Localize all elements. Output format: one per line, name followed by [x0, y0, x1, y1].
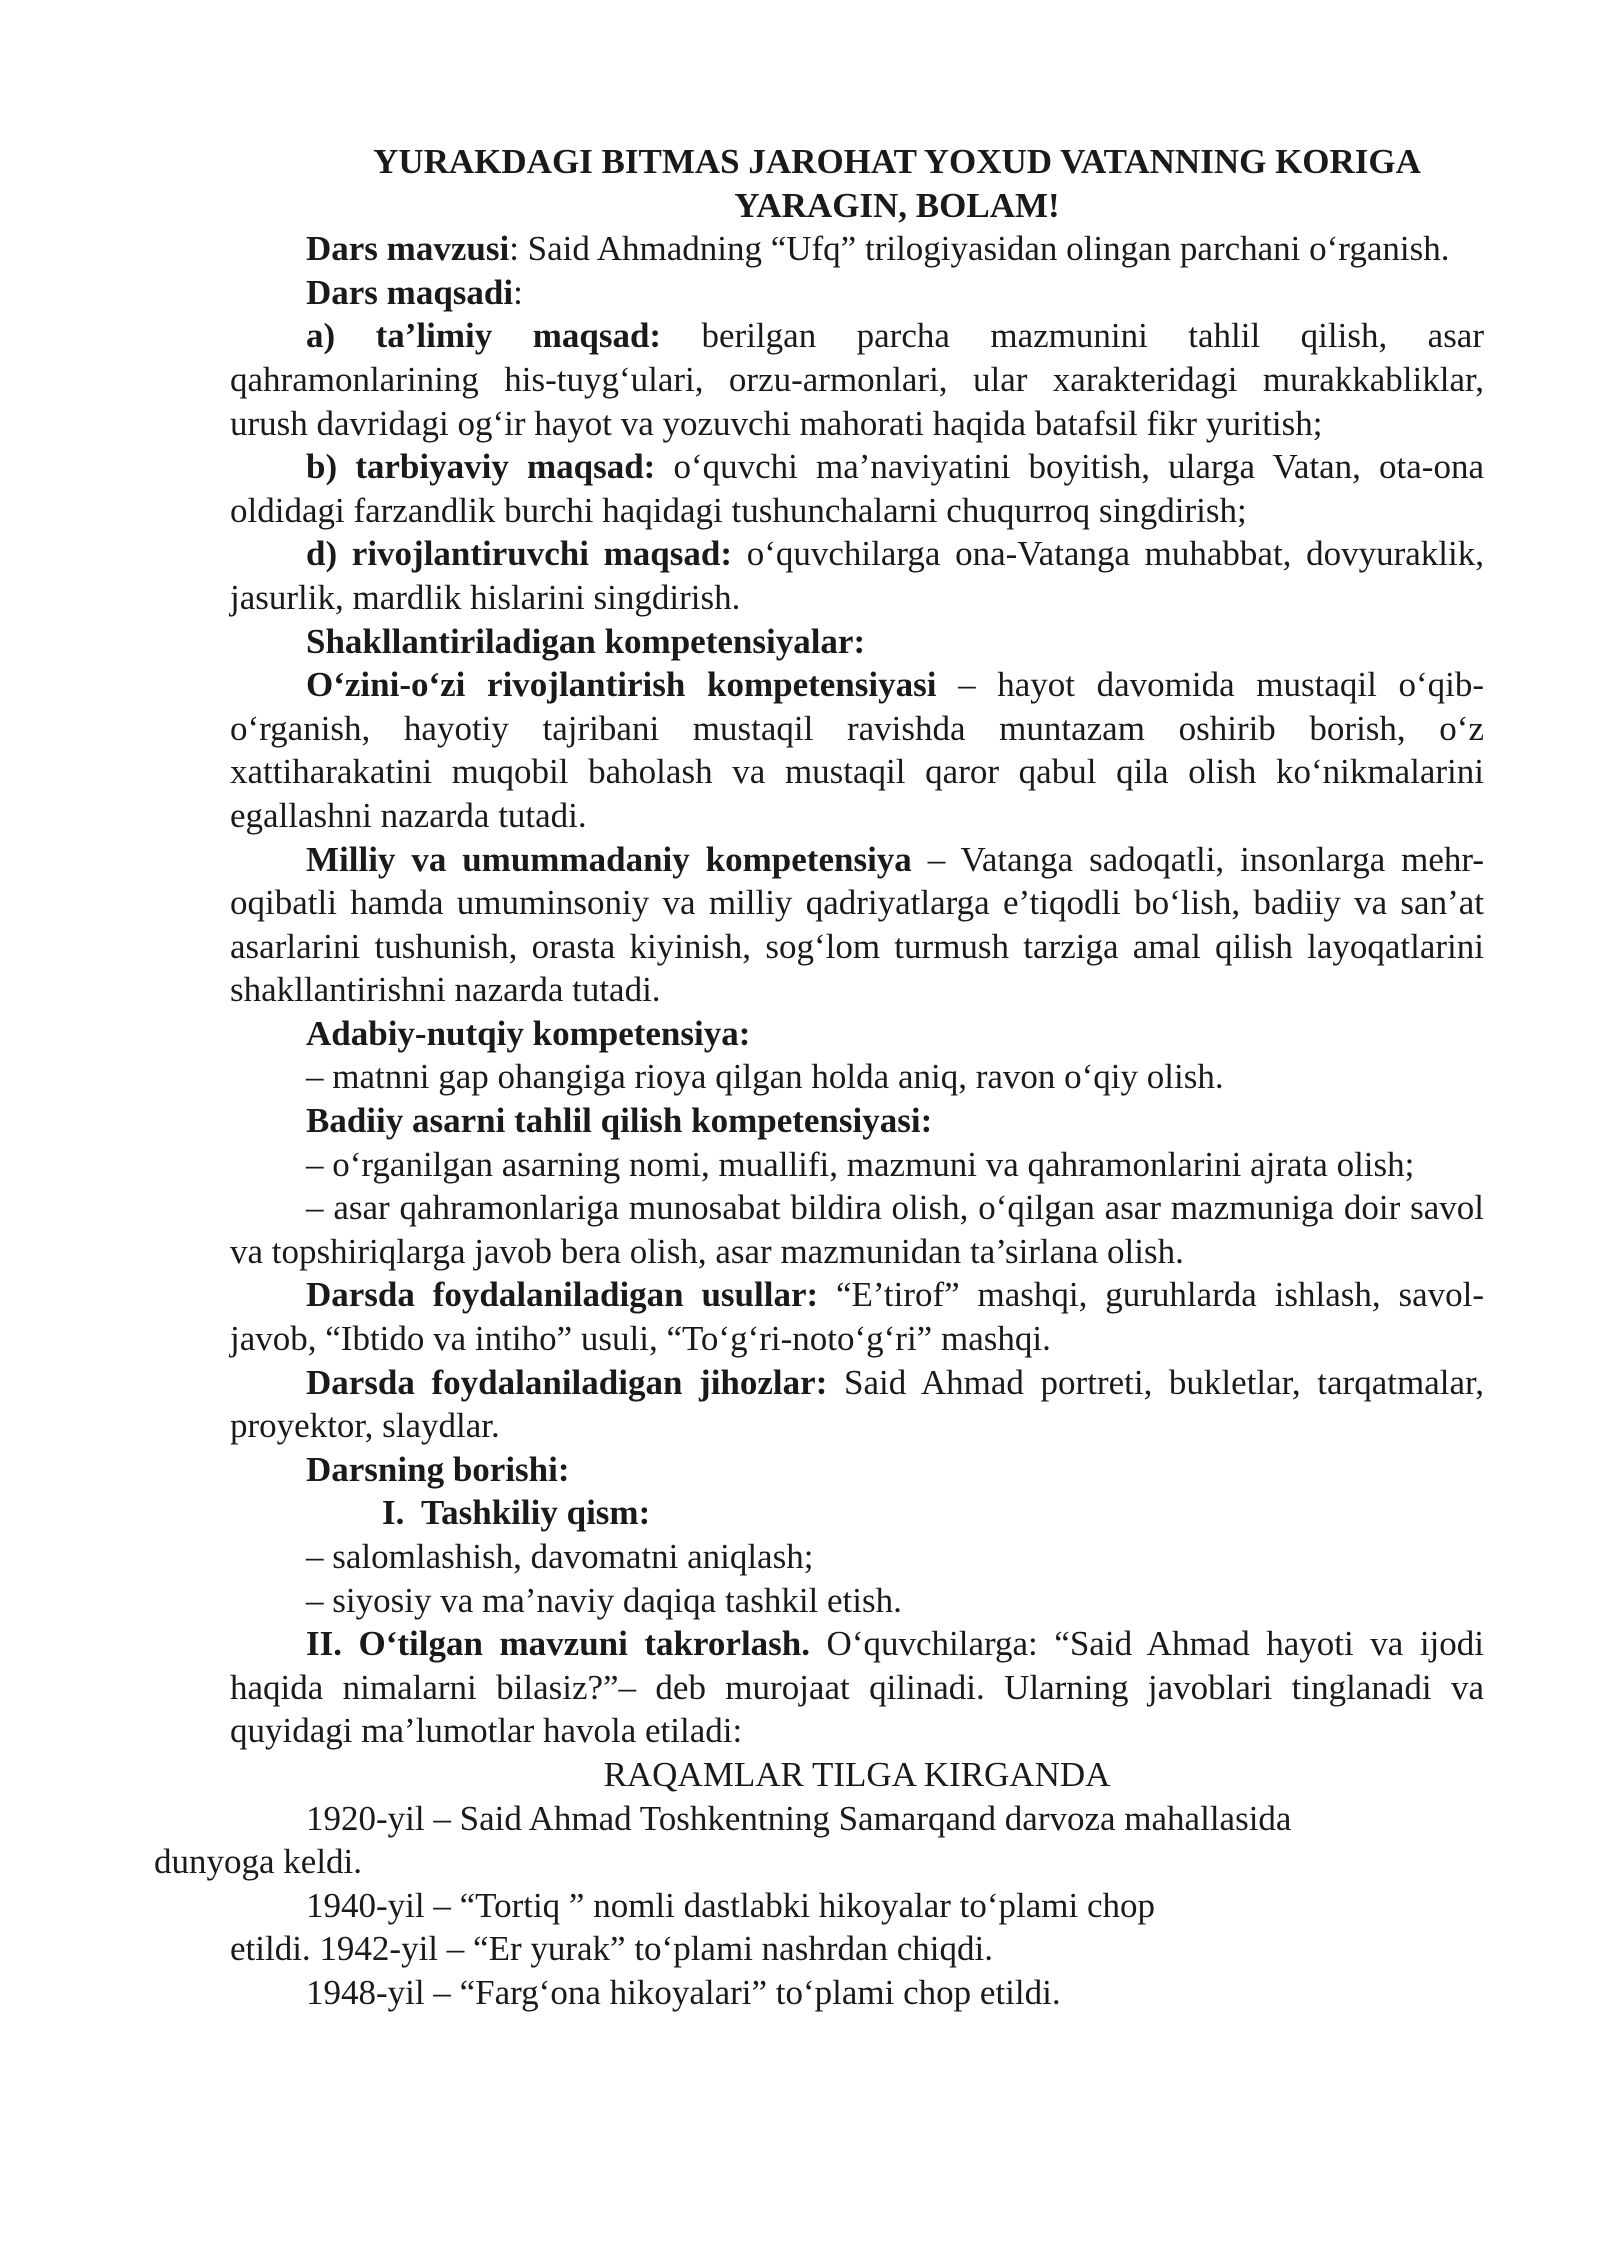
goal-upbringing-label: b) tarbiyaviy maqsad:	[306, 447, 656, 487]
competency-literary-speech	[230, 1012, 1484, 1056]
competency-national-cultural-label: Milliy va umummadaniy kompetensiya	[306, 839, 912, 879]
goal-educational-label: a) ta’limiy maqsad:	[306, 316, 662, 356]
numbers-heading-text: RAQAMLAR TILGA KIRGANDA	[603, 1754, 1111, 1794]
lesson-goals-heading	[230, 271, 1484, 315]
section-2-label: II. O‘tilgan mavzuni takrorlash.	[306, 1624, 811, 1664]
year-1940	[230, 1884, 1484, 1971]
year-1948: 1948-yil – “Farg‘ona hikoyalari” to‘plami chop etildi.	[306, 1972, 1061, 2012]
section-1-item-2: – siyosiy va ma’naviy daqiqa tashkil etish.	[306, 1580, 902, 1620]
methods	[230, 1273, 1484, 1360]
year-1920	[154, 1797, 1484, 1884]
lesson-goals-label: Dars maqsadi	[306, 272, 514, 312]
competency-national-cultural	[230, 838, 1484, 1012]
equipment-label: Darsda foydalaniladigan jihozlar:	[306, 1362, 828, 1402]
methods-text: “E’tirof” mashqi, guruhlarda ishlash, savol-javob, “Ibtido va intiho” usuli, “To‘g‘ri-noto‘g‘ri” mashqi.	[230, 1275, 1484, 1359]
section-2	[230, 1622, 1484, 1753]
section-1-label: Tashkiliy qism:	[421, 1493, 651, 1533]
year-1920-line-2: dunyoga keldi.	[154, 1842, 363, 1882]
numbers-heading	[230, 1753, 1484, 1797]
competency-literary-speech-item: – matnni gap ohangiga rioya qilgan holda aniq, ravon o‘qiy olish.	[306, 1057, 1224, 1097]
goal-upbringing-text: o‘quvchi ma’naviyatini boyitish, ularga Vatan, ota-ona oldidagi farzandlik burchi haqidagi tushunchalarni chuqurroq singdirish;	[230, 447, 1484, 530]
lesson-goals-colon: :	[513, 272, 523, 312]
competencies-heading	[230, 620, 1484, 664]
document-title	[230, 140, 1484, 227]
competency-analysis-item-2: – asar qahramonlariga munosabat bildira olish, o‘qilgan asar mazmuniga doir savol va topshiriqlarga javob bera olish, asar mazmunidan ta’sirlana olish.	[230, 1188, 1484, 1271]
competency-analysis-label: Badiiy asarni tahlil qilish kompetensiyasi:	[306, 1101, 933, 1141]
goal-educational-text: berilgan parcha mazmunini tahlil qilish, asar qahramonlarining his-tuyg‘ulari, orzu-armonlari, ular xarakteridagi murakkabliklar, urush davridagi og‘ir hayot va yozuvchi mahorati haqida batafsil fikr yuritish;	[230, 316, 1484, 443]
competency-self-development	[230, 663, 1484, 837]
competency-national-cultural-text: – Vatanga sadoqatli, insonlarga mehr-oqibatli hamda umuminsoniy va milliy qadriyatlarga e’tiqodli bo‘lish, badiiy va san’at asarlarini tushunish, orasta kiyinish, sog‘lom turmush tarziga amal qilish layoqatlarini shakllantirishni nazarda tutadi.	[230, 839, 1485, 1010]
lesson-topic-text: : Said Ahmadning “Ufq” trilogiyasidan olingan parchani o‘rganish.	[509, 229, 1450, 269]
lesson-process-heading	[230, 1448, 1484, 1492]
competency-analysis-item-1: – o‘rganilgan asarning nomi, muallifi, mazmuni va qahramonlarini ajrata olish;	[306, 1144, 1415, 1184]
year-1940-line-2: etildi. 1942-yil – “Er yurak” to‘plami nashrdan chiqdi.	[230, 1929, 993, 1969]
section-1-number: I.	[382, 1493, 405, 1533]
goal-developmental-label: d) rivojlantiruvchi maqsad:	[306, 534, 733, 574]
section-1-heading	[230, 1491, 1484, 1535]
goal-developmental	[230, 532, 1484, 619]
competency-self-development-label: O‘zini-o‘zi rivojlantirish kompetensiyasi	[306, 665, 937, 705]
title-line-2: YARAGIN, BOLAM!	[734, 185, 1060, 225]
competency-literary-speech-label: Adabiy-nutqiy kompetensiya:	[306, 1013, 751, 1053]
year-1920-line-1: 1920-yil – Said Ahmad Toshkentning Samarqand darvoza mahallasida	[306, 1798, 1292, 1838]
equipment-text: Said Ahmad portreti, bukletlar, tarqatmalar, proyektor, slaydlar.	[230, 1362, 1484, 1446]
goal-developmental-text: o‘quvchilarga ona-Vatanga muhabbat, dovyuraklik, jasurlik, mardlik hislarini singdirish.	[230, 534, 1484, 617]
goal-educational	[230, 314, 1484, 445]
lesson-topic	[230, 227, 1484, 271]
title-line-1: YURAKDAGI BITMAS JAROHAT YOXUD VATANNING KORIGA	[373, 142, 1421, 181]
section-1-item-1: – salomlashish, davomatni aniqlash;	[306, 1537, 814, 1576]
equipment	[230, 1361, 1484, 1448]
competencies-heading-text: Shakllantiriladigan kompetensiyalar:	[306, 621, 866, 661]
year-1940-line-1: 1940-yil – “Tortiq ” nomli dastlabki hikoyalar to‘plami chop	[306, 1885, 1156, 1925]
competency-analysis	[230, 1099, 1484, 1143]
methods-label: Darsda foydalaniladigan usullar:	[306, 1275, 819, 1315]
section-2-text: O‘quvchilarga: “Said Ahmad hayoti va ijodi haqida nimalarni bilasiz?”– deb murojaat qilinadi. Ularning javoblari tinglanadi va quyidagi ma’lumotlar havola etiladi:	[230, 1624, 1484, 1751]
lesson-topic-label: Dars mavzusi	[306, 229, 510, 269]
document-page	[154, 140, 1485, 2015]
lesson-process-label: Darsning borishi:	[306, 1449, 570, 1489]
goal-upbringing	[230, 445, 1484, 532]
competency-self-development-text: – hayot davomida mustaqil o‘qib-o‘rganish, hayotiy tajribani mustaqil ravishda muntazam oshirib borish, o‘z xattiharakatini muqobil baholash va mustaqil qaror qabul qila olish ko‘nikmalarini egallashni nazarda tutadi.	[230, 665, 1484, 835]
